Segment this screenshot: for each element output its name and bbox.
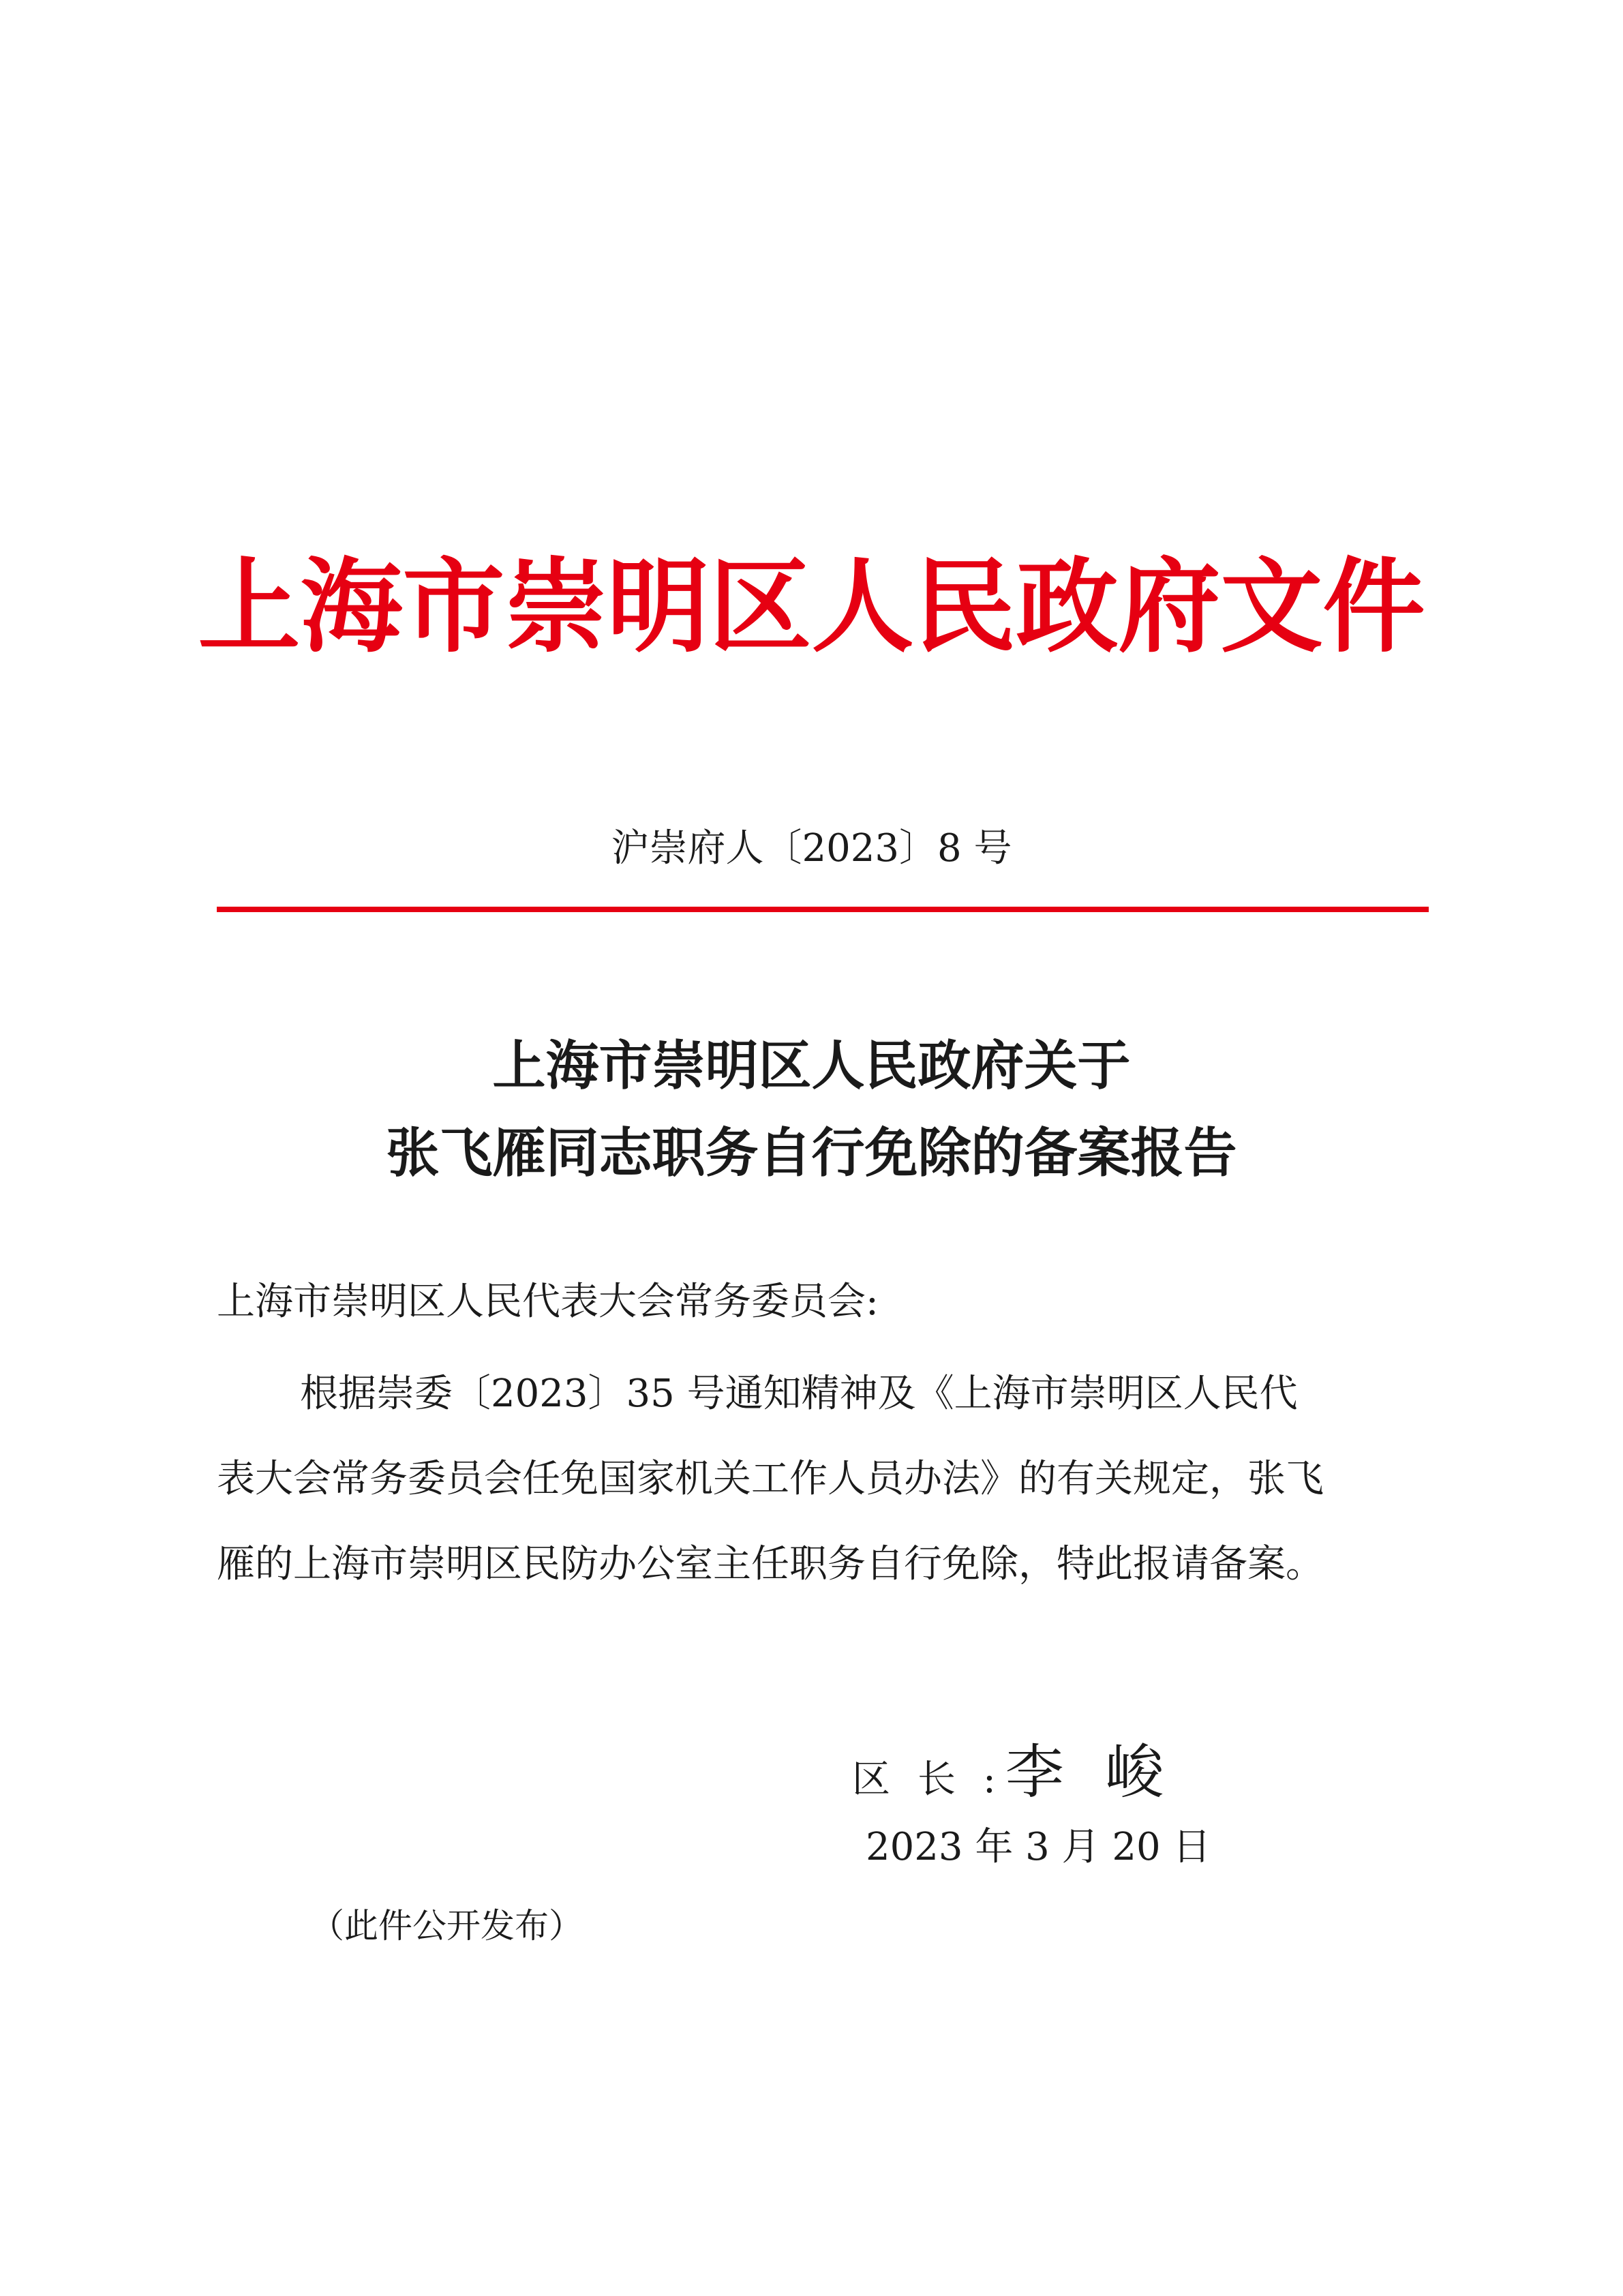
title-line-2: 张飞雁同志职务自行免除的备案报告: [386, 1122, 1237, 1184]
body-line-1: 根据崇委〔2023〕35 号通知精神及《上海市崇明区人民代: [300, 1372, 1298, 1416]
signature-block: [852, 1735, 1204, 1826]
signature-role: 区长: [852, 1757, 983, 1802]
title-line-1: 上海市崇明区人民政府关于: [492, 1035, 1131, 1097]
document-number: 沪崇府人〔2023〕8 号: [611, 826, 1012, 871]
red-divider-line: [217, 907, 1429, 912]
masthead-title: 上海市崇明区人民政府文件: [198, 547, 1425, 667]
document-date: 2023 年 3 月 20 日: [866, 1825, 1211, 1869]
addressee: 上海市崇明区人民代表大会常务委员会:: [217, 1280, 879, 1324]
body-line-2: 表大会常务委员会任免国家机关工作人员办法》的有关规定，张飞: [217, 1457, 1324, 1501]
publish-note: （此件公开发布）: [310, 1906, 583, 1946]
body-line-3: 雁的上海市崇明区民防办公室主任职务自行免除，特此报请备案。: [217, 1542, 1324, 1586]
document-title: [0, 1023, 1623, 1197]
signature-name: 李峻: [1005, 1738, 1204, 1807]
signature-colon: :: [983, 1757, 996, 1802]
